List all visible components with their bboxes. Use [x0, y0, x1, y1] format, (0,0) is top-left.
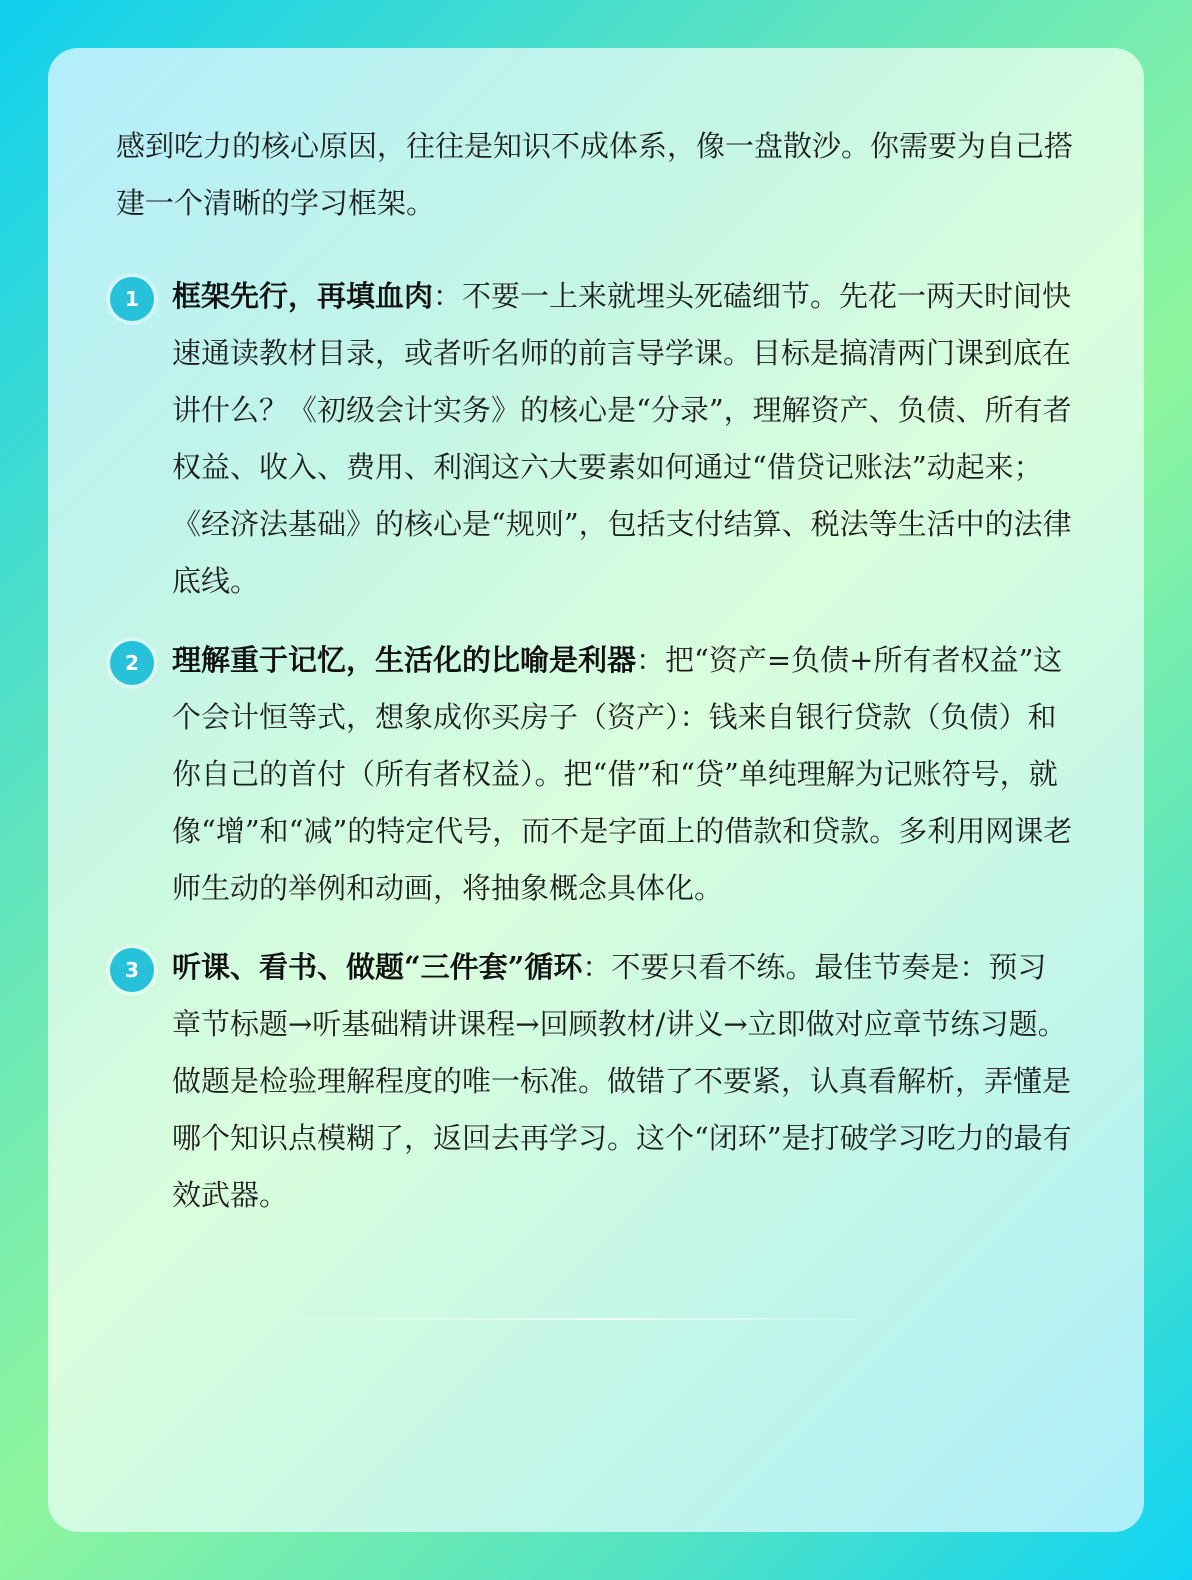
step-item-3: [116, 939, 1074, 1224]
step-separator: ：: [582, 950, 612, 984]
step-list: [116, 268, 1074, 1224]
intro-paragraph: 感到吃力的核心原因，往往是知识不成体系，像一盘散沙。你需要为自己搭建一个清晰的学习框架。: [116, 129, 1074, 220]
divider: [278, 1318, 918, 1320]
step-body: 不要一上来就埋头死磕细节。先花一两天时间快速通读教材目录，或者听名师的前言导学课。目标是搞清两门课到底在讲什么？《初级会计实务》的核心是“分录”，理解资产、负债、所有者权益、收入、费用、利润这六大要素如何通过“借贷记账法”动起来；《经济法基础》的核心是“规则”，包括支付结算、税法等生活中的法律底线。: [172, 279, 1072, 598]
step-body: 把“资产=负债+所有者权益”这个会计恒等式，想象成你买房子（资产）：钱来自银行贷款（负债）和你自己的首付（所有者权益）。把“借”和“贷”单纯理解为记账符号，就像“增”和“减”的特定代号，而不是字面上的借款和贷款。多利用网课老师生动的举例和动画，将抽象概念具体化。: [172, 643, 1073, 905]
number-badge-icon: 2: [110, 641, 154, 685]
step-body: 不要只看不练。最佳节奏是：预习章节标题→听基础精讲课程→回顾教材/讲义→立即做对应章节练习题。做题是检验理解程度的唯一标准。做错了不要紧，认真看解析，弄懂是哪个知识点模糊了，返回去再学习。这个“闭环”是打破学习吃力的最有效武器。: [172, 950, 1072, 1212]
step-heading: 框架先行，再填血肉: [172, 279, 434, 313]
step-heading: 理解重于记忆，生活化的比喻是利器: [172, 643, 637, 677]
step-separator: ：: [636, 643, 666, 677]
number-badge-icon: 1: [110, 277, 154, 321]
content-card: [48, 48, 1144, 1532]
step-separator: ：: [433, 279, 463, 313]
step-item-2: [116, 632, 1074, 917]
step-heading: 听课、看书、做题“三件套”循环: [172, 950, 583, 984]
step-item-1: [116, 268, 1074, 610]
number-badge-icon: 3: [110, 948, 154, 992]
